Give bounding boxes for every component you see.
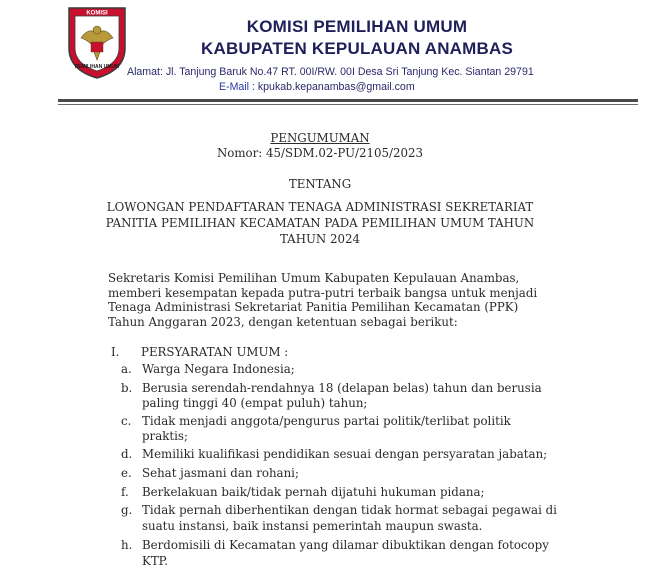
- list-item-text: KTP.: [142, 554, 168, 568]
- org-name-line2: KABUPATEN KEPULAUAN ANAMBAS: [200, 39, 514, 58]
- letterhead-divider-thick: [58, 99, 638, 102]
- list-item-text: Tidak menjadi anggota/pengurus partai politik/terlibat politik: [142, 414, 511, 428]
- list-item-text: Tidak pernah diberhentikan dengan tidak hormat sebagai pegawai di: [142, 503, 557, 517]
- list-item-text: praktis;: [142, 429, 188, 443]
- tentang-heading: TENTANG: [288, 177, 352, 191]
- section-title: PERSYARATAN UMUM :: [141, 345, 289, 359]
- intro-line: memberi kesempatan kepada putra-putri terbaik bangsa untuk menjadi: [108, 286, 538, 300]
- section-number: I.: [111, 345, 120, 359]
- intro-line: Tahun Anggaran 2023, dengan ketentuan sebagai berikut:: [108, 315, 458, 329]
- intro-line: Sekretaris Komisi Pemilihan Umum Kabupaten Kepulauan Anambas,: [108, 271, 520, 285]
- subject-line: TAHUN 2024: [279, 232, 361, 246]
- kpu-logo: [63, 4, 131, 80]
- list-item-text: Sehat jasmani dan rohani;: [142, 466, 299, 480]
- list-item-text: Berdomisili di Kecamatan yang dilamar dibuktikan dengan fotocopy: [142, 538, 549, 552]
- list-item-letter: d.: [121, 447, 133, 461]
- list-item-letter: f.: [121, 485, 129, 499]
- letterhead-divider-thin: [58, 104, 638, 105]
- subject-line: LOWONGAN PENDAFTARAN TENAGA ADMINISTRASI SEKRETARIAT: [106, 200, 534, 214]
- list-item-letter: h.: [121, 538, 133, 552]
- email-value: kpukab.kepanambas@gmail.com: [257, 81, 415, 93]
- announcement-number: Nomor: 45/SDM.02-PU/2105/2023: [216, 146, 424, 160]
- address: Alamat: Jl. Tanjung Baruk No.47 RT. 00I/RW. 00I Desa Sri Tanjung Kec. Siantan 29791: [127, 66, 534, 78]
- email-line: [219, 81, 415, 93]
- list-item-letter: b.: [121, 381, 133, 395]
- svg-text:KOMISI: KOMISI: [86, 10, 108, 17]
- list-item-text: paling tinggi 40 (empat puluh) tahun;: [142, 396, 368, 410]
- intro-line: Tenaga Administrasi Sekretariat Panitia Pemilihan Kecamatan (PPK): [108, 300, 519, 314]
- subject-line: PANITIA PEMILIHAN KECAMATAN PADA PEMILIHAN UMUM TAHUN: [105, 216, 535, 230]
- list-item-letter: g.: [121, 503, 133, 517]
- org-name-line1: KOMISI PEMILIHAN UMUM: [246, 17, 468, 36]
- list-item-letter: a.: [121, 362, 132, 376]
- list-item-letter: c.: [121, 414, 132, 428]
- list-item-text: Memiliki kualifikasi pendidikan sesuai dengan persyaratan jabatan;: [142, 447, 548, 461]
- announcement-title: PENGUMUMAN: [270, 131, 370, 145]
- email-label: E-Mail :: [219, 81, 255, 93]
- list-item-text: Berusia serendah-rendahnya 18 (delapan belas) tahun dan berusia: [142, 381, 542, 395]
- list-item-text: Warga Negara Indonesia;: [142, 362, 295, 376]
- svg-text:PEMILIHAN UMUM: PEMILIHAN UMUM: [74, 64, 120, 70]
- list-item-text: Berkelakuan baik/tidak pernah dijatuhi hukuman pidana;: [142, 485, 485, 499]
- list-item-text: suatu instansi, baik instansi pemerintah maupun swasta.: [142, 519, 483, 533]
- list-item-letter: e.: [121, 466, 132, 480]
